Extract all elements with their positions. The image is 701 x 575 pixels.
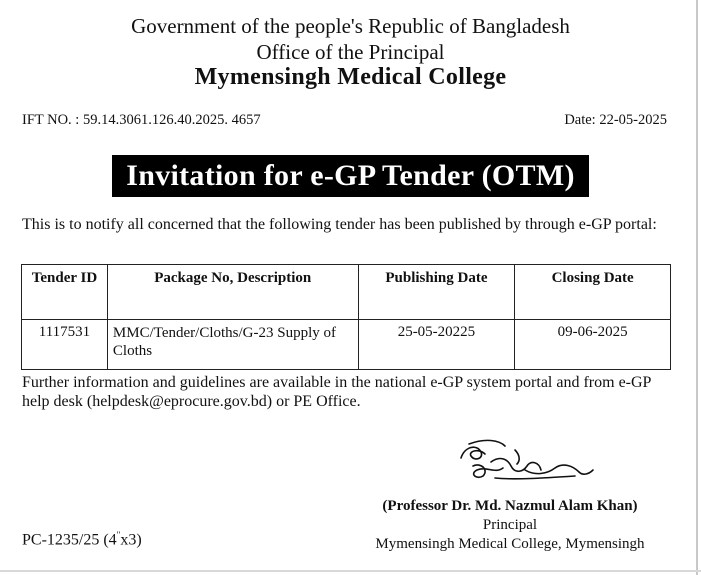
cell-publishing-date: 25-05-20225 [358, 320, 515, 370]
signer-block [355, 497, 665, 554]
signer-office: Mymensingh Medical College, Mymensingh [375, 536, 645, 552]
table-header-row [22, 265, 671, 320]
col-header-package: Package No, Description [107, 265, 358, 320]
banner-container [0, 155, 701, 197]
intro-paragraph: This is to notify all concerned that the following tender has been published by through e-GP portal: [22, 216, 657, 233]
pc-text: PC-1235/25 (4 [22, 531, 117, 549]
cell-package: MMC/Tender/Cloths/G-23 Supply of Cloths [107, 320, 358, 370]
page-edge-bottom [0, 570, 701, 572]
further-info-paragraph: Further information and guidelines are available in the national e-GP system portal and from e-GP help desk (helpdesk@eprocure.gov.bd) or PE Office. [22, 374, 651, 410]
pc-reference [22, 530, 142, 549]
pc-end: x3) [120, 531, 142, 549]
header-office: Office of the Principal [256, 40, 445, 64]
cell-tender-id: 1117531 [22, 320, 108, 370]
header-government: Government of the people's Republic of Bangladesh [131, 14, 570, 38]
header-institution: Mymensingh Medical College [194, 64, 507, 90]
col-header-closing-date: Closing Date [515, 265, 671, 320]
notice-date: Date: 22-05-2025 [564, 112, 667, 128]
col-header-publishing-date: Publishing Date [358, 265, 515, 320]
cell-closing-date: 09-06-2025 [515, 320, 671, 370]
col-header-tender-id: Tender ID [22, 265, 108, 320]
tender-title-banner: Invitation for e-GP Tender (OTM) [112, 155, 589, 197]
pc-inch-mark: " [116, 530, 121, 540]
signer-name: (Professor Dr. Md. Nazmul Alam Khan) [382, 498, 638, 514]
signature-image [455, 436, 595, 488]
ift-number: IFT NO. : 59.14.3061.126.40.2025. 4657 [22, 112, 261, 128]
signer-title: Principal [482, 517, 538, 533]
tender-table [21, 264, 671, 370]
table-row [22, 320, 671, 370]
